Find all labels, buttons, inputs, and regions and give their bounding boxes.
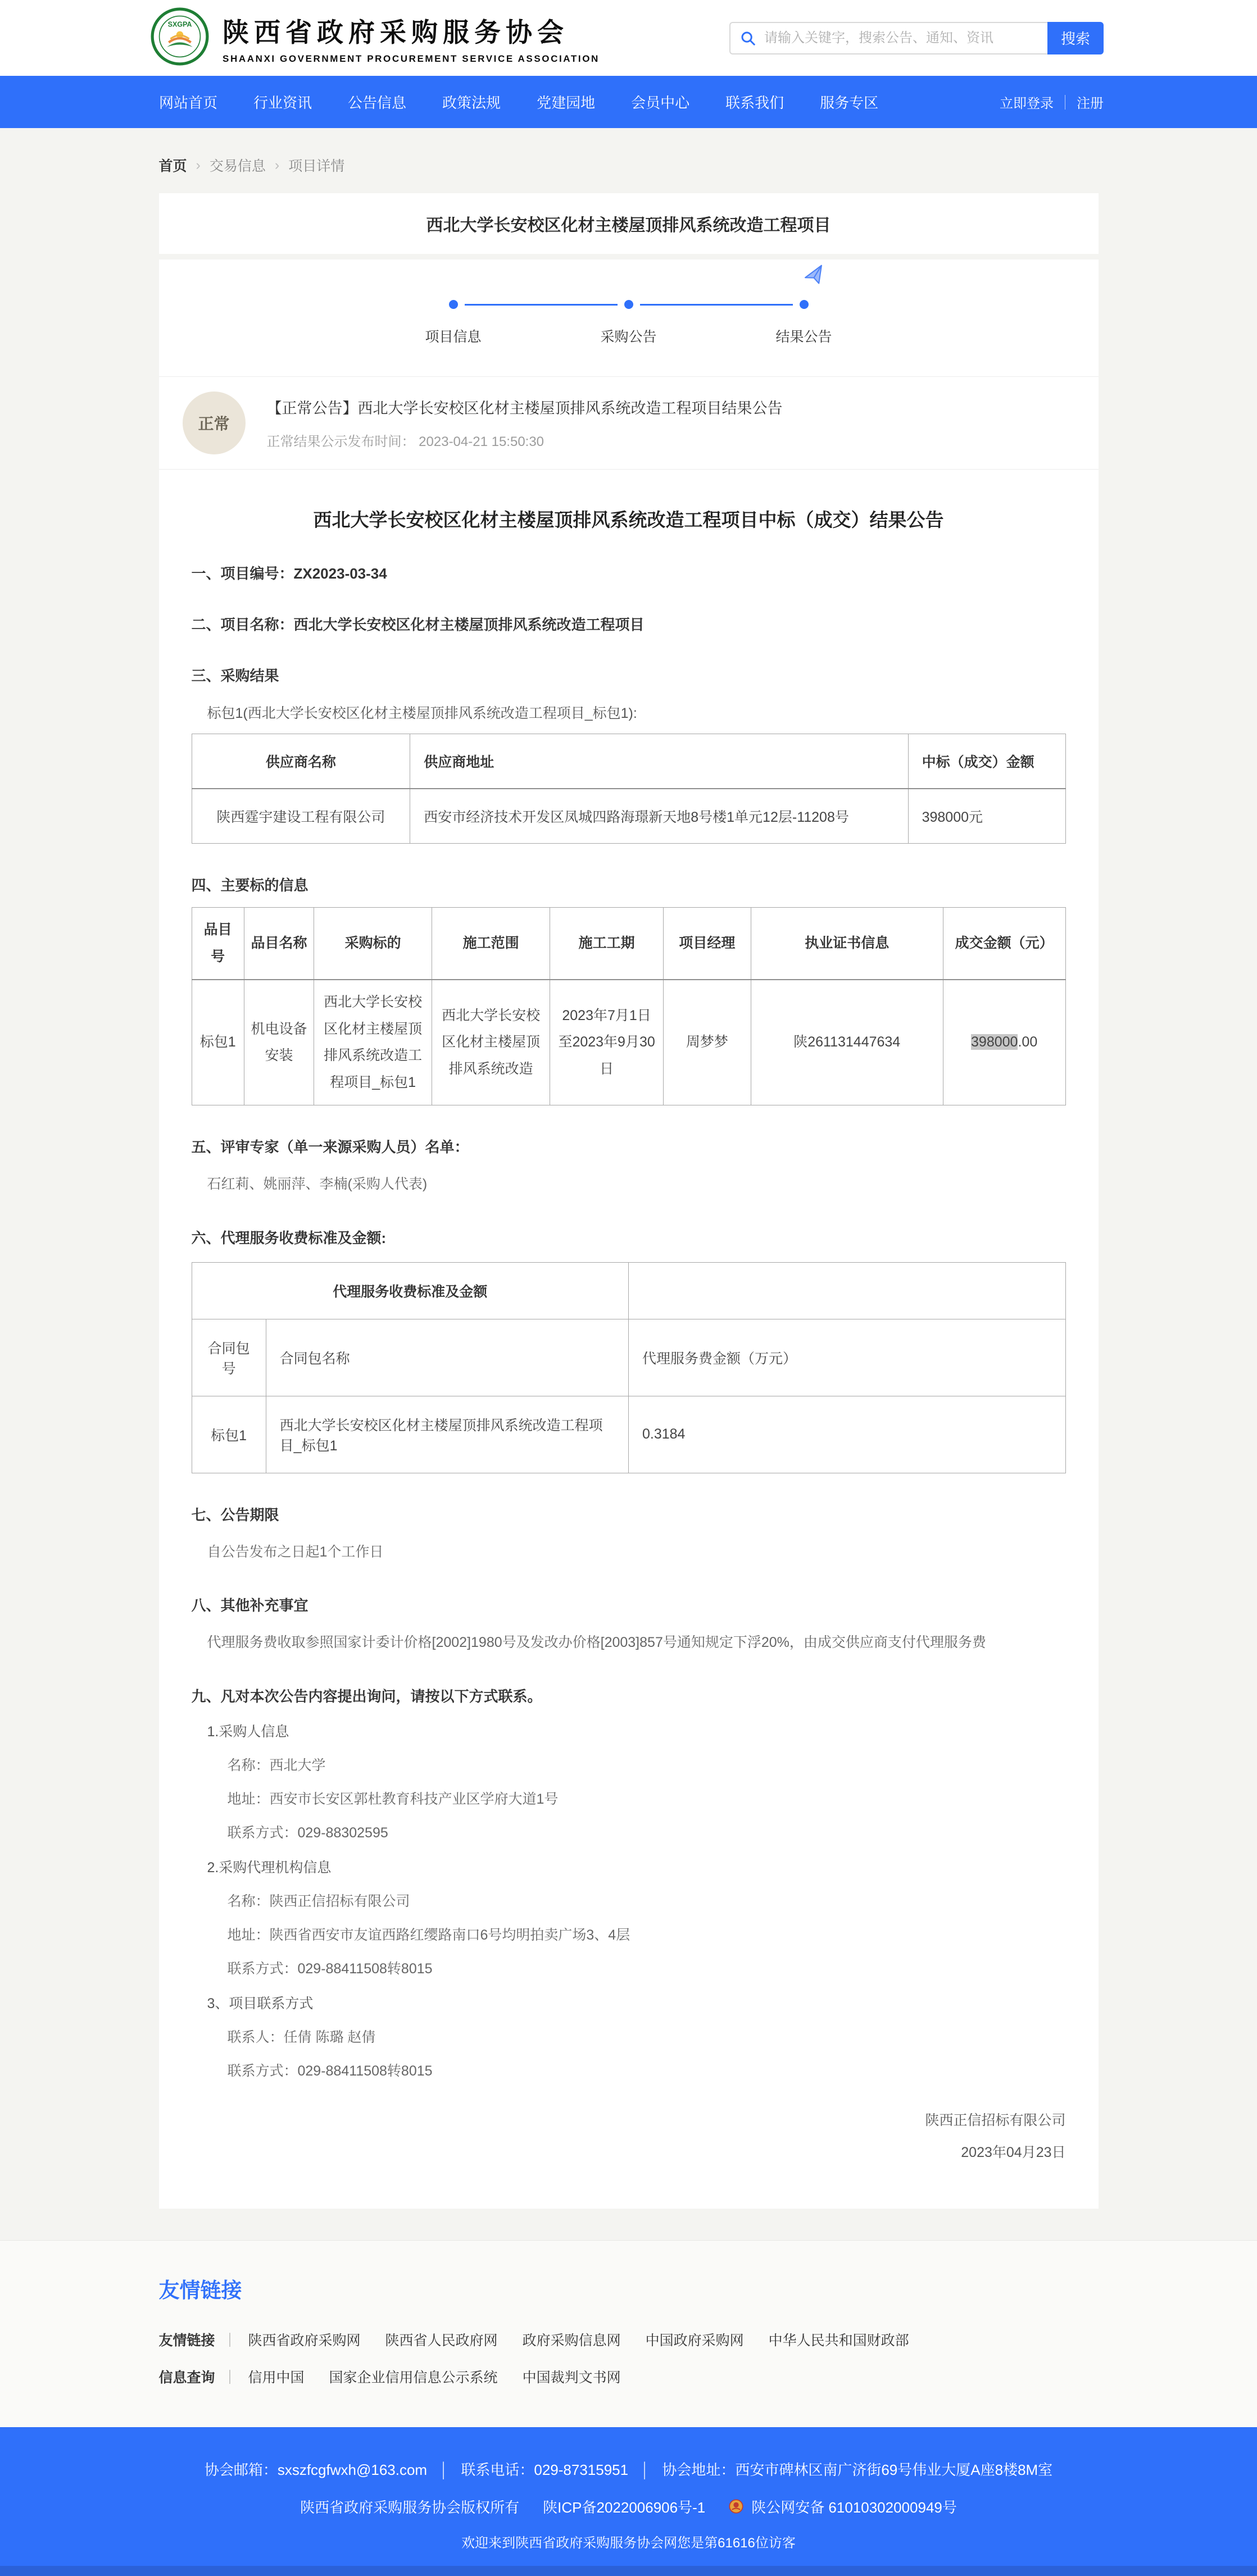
site-search (729, 22, 1104, 54)
announcement-period-text: 自公告发布之日起1个工作日 (207, 1544, 384, 1560)
supplement-text: 代理服务费收取参照国家计委计价格[2002]1980号及发改办价格[2003]857号通知规定下浮20%，由成交供应商支付代理服务费 (207, 1635, 986, 1650)
step-dot (449, 300, 458, 309)
project-title-card (159, 193, 1099, 254)
cell-amount (943, 980, 1065, 1105)
project-contact-person: 联系人：任倩 陈璐 赵倩 (227, 2029, 376, 2045)
table-header-row (192, 908, 1065, 980)
col-scope: 施工范围 (432, 908, 550, 980)
buyer-address: 地址：西安市长安区郭杜教育科技产业区学府大道1号 (227, 1791, 559, 1807)
breadcrumb-separator: › (274, 157, 280, 173)
footer-divider: │ (439, 2461, 449, 2478)
experts-list: 石红莉、姚丽萍、李楠(采购人代表) (207, 1176, 428, 1192)
friend-links-heading: 友情链接 (158, 2278, 242, 2302)
table-row (192, 1396, 1065, 1473)
step-label[interactable]: 项目信息 (425, 329, 482, 345)
footer-bottom-strip (0, 2566, 1257, 2576)
nav-items (159, 92, 878, 112)
main-nav (0, 76, 1257, 128)
association-emblem-icon (151, 7, 209, 69)
nav-item-industry-news[interactable]: 行业资讯 (253, 94, 312, 111)
auth-links (1000, 92, 1104, 112)
site-header (0, 0, 1257, 76)
footer-address: 西安市碑林区南广济街69号伟业大厦A座8楼8M室 (735, 2461, 1053, 2478)
cell-subject: 西北大学长安校区化材主楼屋顶排风系统改造工程项目_标包1 (314, 980, 432, 1105)
step-connector (465, 304, 618, 306)
col-contract-package-name: 合同包名称 (266, 1319, 628, 1396)
cell-agency-fee-amount: 0.3184 (628, 1396, 1065, 1473)
cell-certificate: 陕261131447634 (751, 980, 943, 1105)
col-supplier-address: 供应商地址 (410, 734, 908, 789)
agency-info-heading: 2.采购代理机构信息 (207, 1859, 332, 1876)
cell-period: 2023年7月1日至2023年9月30日 (550, 980, 664, 1105)
buyer-info-heading: 1.采购人信息 (207, 1723, 289, 1740)
cell-contract-package-name: 西北大学长安校区化材主楼屋顶排风系统改造工程项目_标包1 (266, 1396, 628, 1473)
friend-links-row (159, 2329, 1099, 2350)
footer-address-label: 协会地址： (662, 2461, 736, 2478)
public-security-badge-icon (729, 2499, 743, 2514)
link-shaanxi-peoples-gov[interactable]: 陕西省人民政府网 (385, 2332, 498, 2349)
announcement-summary (159, 376, 1099, 470)
step-dot (624, 300, 633, 309)
breadcrumb (159, 128, 1099, 193)
link-china-judgements[interactable]: 中国裁判文书网 (522, 2369, 621, 2386)
col-supplier-name: 供应商名称 (192, 734, 410, 789)
nav-item-announcements[interactable]: 公告信息 (348, 94, 407, 111)
link-china-gov-procurement[interactable]: 中国政府采购网 (645, 2332, 744, 2349)
search-box (729, 22, 1047, 54)
section-experts: 五、评审专家（单一来源采购人员）名单： (191, 1139, 469, 1155)
link-credit-china[interactable]: 信用中国 (248, 2369, 305, 2386)
buyer-phone: 联系方式：029-88302595 (227, 1824, 388, 1841)
fee-merged-header: 代理服务收费标准及金额 (192, 1262, 628, 1319)
col-certificate: 执业证书信息 (751, 908, 943, 980)
section-agency-fee: 六、代理服务收费标准及金额: (191, 1229, 387, 1246)
logo-text (223, 12, 600, 65)
agency-phone: 联系方式：029-88411508转8015 (227, 1960, 433, 1977)
breadcrumb-home[interactable]: 首页 (158, 158, 187, 174)
step-result-announcement[interactable] (775, 300, 832, 345)
search-icon (739, 30, 756, 47)
col-item-no: 品目号 (192, 908, 244, 980)
login-link[interactable]: 立即登录 (1000, 96, 1054, 111)
package-intro: 标包1(西北大学长安校区化材主楼屋顶排风系统改造工程项目_标包1): (207, 706, 637, 721)
nav-item-member-center[interactable]: 会员中心 (631, 94, 690, 111)
section-purchase-result: 三、采购结果 (191, 667, 279, 684)
footer-security-link[interactable]: 陕公网安备 61010302000949号 (751, 2498, 957, 2516)
announcement-document (159, 470, 1099, 2209)
project-contact-phone: 联系方式：029-88411508转8015 (227, 2063, 433, 2079)
table-merged-header-row (192, 1262, 1065, 1319)
announcement-publish-time (267, 430, 783, 450)
publish-time-label: 正常结果公示发布时间： (266, 434, 415, 449)
label-divider: ｜ (223, 2369, 237, 2386)
footer-divider: │ (641, 2461, 650, 2478)
amount-highlighted: 398000 (971, 1034, 1018, 1050)
publish-time-value: 2023-04-21 15:50:30 (419, 434, 544, 449)
section-project-name: 二、项目名称：西北大学长安校区化材主楼屋顶排风系统改造工程项目 (191, 616, 645, 633)
main-subject-table (192, 907, 1066, 1105)
section-project-number: 一、项目编号：ZX2023-03-34 (191, 565, 387, 582)
table-header-row (192, 734, 1065, 789)
nav-item-contact-us[interactable]: 联系我们 (725, 94, 784, 111)
footer-contact-line (0, 2459, 1257, 2479)
signoff (192, 2105, 1066, 2169)
footer-tel-label: 联系电话： (461, 2461, 534, 2478)
col-item-name: 品目名称 (244, 908, 314, 980)
search-button[interactable]: 搜索 (1047, 22, 1104, 54)
nav-item-policies[interactable]: 政策法规 (442, 94, 501, 111)
link-ministry-of-finance[interactable]: 中华人民共和国财政部 (768, 2332, 909, 2349)
section-contact: 九、凡对本次公告内容提出询问，请按以下方式联系。 (191, 1687, 542, 1705)
agency-name: 名称：陕西正信招标有限公司 (227, 1893, 410, 1909)
col-award-amount: 中标（成交）金额 (908, 734, 1065, 789)
cell-supplier-address: 西安市经济技术开发区凤城四路海璟新天地8号楼1单元12层-11208号 (410, 789, 908, 844)
agency-fee-table (192, 1262, 1066, 1473)
purchase-result-table (192, 734, 1066, 844)
paper-plane-icon (800, 262, 829, 293)
cell-manager: 周梦梦 (664, 980, 751, 1105)
main-card (159, 260, 1099, 2209)
col-amount: 成交金额（元） (943, 908, 1065, 980)
signoff-date: 2023年04月23日 (961, 2145, 1066, 2160)
footer-email-label: 协会邮箱： (204, 2461, 278, 2478)
table-row (192, 980, 1065, 1105)
step-purchase-announcement[interactable] (600, 300, 657, 345)
agency-address: 地址：陕西省西安市友谊西路红缨路南口6号均明拍卖广场3、4层 (227, 1927, 630, 1943)
link-shaanxi-gov-procurement[interactable]: 陕西省政府采购网 (248, 2332, 361, 2349)
nav-item-party-building[interactable]: 党建园地 (537, 94, 596, 111)
step-project-info[interactable] (425, 300, 482, 345)
step-label[interactable]: 结果公告 (775, 329, 832, 345)
search-input[interactable] (764, 30, 1038, 46)
col-subject: 采购标的 (314, 908, 432, 980)
project-contact-heading: 3、项目联系方式 (207, 1995, 314, 2011)
breadcrumb-trade-info[interactable]: 交易信息 (209, 158, 266, 174)
progress-steps (159, 260, 1099, 345)
table-row (192, 789, 1065, 844)
cell-contract-package-no: 标包1 (192, 1396, 266, 1473)
logo-title-cn: 陕西省政府采购服务协会 (223, 18, 569, 48)
announcement-title[interactable]: 【正常公告】西北大学长安校区化材主楼屋顶排风系统改造工程项目结果公告 (266, 400, 783, 417)
project-title: 西北大学长安校区化材主楼屋顶排风系统改造工程项目 (426, 216, 831, 235)
site-logo[interactable] (151, 7, 600, 69)
cell-item-no: 标包1 (192, 980, 244, 1105)
step-label[interactable]: 采购公告 (600, 329, 657, 345)
document-title: 西北大学长安校区化材主楼屋顶排风系统改造工程项目中标（成交）结果公告 (313, 509, 944, 530)
status-badge: 正常 (183, 392, 246, 454)
cell-award-amount: 398000元 (908, 789, 1065, 844)
fee-empty-header (628, 1262, 1065, 1319)
nav-item-home[interactable]: 网站首页 (159, 94, 218, 111)
emblem-badge-text: SXGPA (167, 20, 192, 29)
label-divider: ｜ (223, 2332, 237, 2349)
buyer-name: 名称：西北大学 (227, 1757, 326, 1773)
link-gov-procurement-info[interactable]: 政府采购信息网 (522, 2332, 621, 2349)
section-main-subject-info: 四、主要标的信息 (191, 877, 308, 894)
section-supplement: 八、其他补充事宜 (191, 1597, 308, 1614)
section-announcement-period: 七、公告期限 (191, 1506, 279, 1523)
friend-links-section (0, 2240, 1257, 2427)
info-query-row (159, 2366, 1099, 2387)
logo-title-en: SHAANXI GOVERNMENT PROCUREMENT SERVICE ASSOCIATION (223, 53, 600, 64)
breadcrumb-separator: › (196, 157, 201, 173)
col-manager: 项目经理 (664, 908, 751, 980)
cell-item-name: 机电设备安装 (244, 980, 314, 1105)
info-query-label: 信息查询 (158, 2369, 215, 2386)
footer-email: sxszfcgfwxh@163.com (277, 2461, 428, 2478)
link-enterprise-credit-system[interactable]: 国家企业信用信息公示系统 (329, 2369, 498, 2386)
announcement-text (267, 396, 783, 450)
register-link[interactable]: 注册 (1077, 96, 1104, 111)
breadcrumb-current: 项目详情 (288, 158, 345, 174)
footer-copyright: 陕西省政府采购服务协会版权所有 (300, 2498, 520, 2516)
cell-scope: 西北大学长安校区化材主楼屋顶排风系统改造 (432, 980, 550, 1105)
step-dot (800, 300, 809, 309)
amount-decimal: .00 (1018, 1034, 1038, 1050)
footer-icp-link[interactable]: 陕ICP备2022006906号-1 (543, 2498, 706, 2516)
col-contract-package-no: 合同包号 (192, 1319, 266, 1396)
footer-visitor-counter: 欢迎来到陕西省政府采购服务协会网您是第61616位访客 (461, 2535, 796, 2551)
step-connector (640, 304, 793, 306)
signoff-company: 陕西正信招标有限公司 (925, 2112, 1066, 2128)
footer-copyright-line (0, 2496, 1257, 2517)
cell-supplier-name: 陕西霆宇建设工程有限公司 (192, 789, 410, 844)
col-period: 施工工期 (550, 908, 664, 980)
friend-links-label: 友情链接 (158, 2332, 215, 2349)
table-subheader-row (192, 1319, 1065, 1396)
nav-item-service-zone[interactable]: 服务专区 (820, 94, 879, 111)
col-agency-fee-amount: 代理服务费金额（万元） (628, 1319, 1065, 1396)
site-footer (0, 2427, 1257, 2566)
footer-tel: 029-87315951 (534, 2461, 629, 2478)
